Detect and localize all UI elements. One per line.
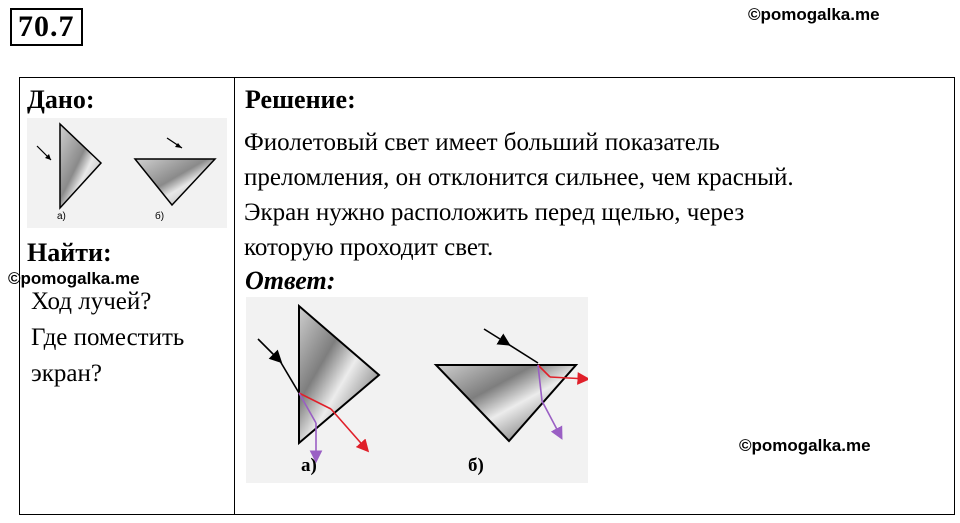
answer-figure: [246, 297, 588, 483]
find-line: Ход лучей?: [31, 288, 152, 315]
solution-text: [244, 125, 944, 265]
watermark-left: ©pomogalka.me: [8, 269, 140, 288]
find-line: Где поместить: [31, 324, 185, 351]
given-title: Дано:: [27, 85, 95, 114]
given-label-a: а): [57, 211, 66, 222]
answer-title: Ответ:: [245, 266, 336, 295]
find-title: Найти:: [27, 238, 112, 267]
find-line: экран?: [31, 360, 102, 387]
solution-line: преломления, он отклонится сильнее, чем красный.: [244, 164, 794, 191]
solution-title: Решение:: [245, 85, 356, 114]
watermark-top: ©pomogalka.me: [748, 5, 880, 24]
answer-label-a: а): [301, 455, 317, 476]
solution-line: которую проходит свет.: [244, 234, 494, 261]
given-figure: [27, 118, 227, 228]
column-divider: [234, 77, 235, 515]
find-text: [31, 284, 184, 392]
solution-line: Экран нужно расположить перед щелью, через: [244, 199, 745, 226]
watermark-right: ©pomogalka.me: [739, 436, 871, 455]
given-label-b: б): [155, 211, 165, 222]
answer-label-b: б): [468, 455, 484, 476]
solution-line: Фиолетовый свет имеет больший показатель: [244, 129, 720, 156]
problem-number: 70.7: [10, 8, 83, 46]
